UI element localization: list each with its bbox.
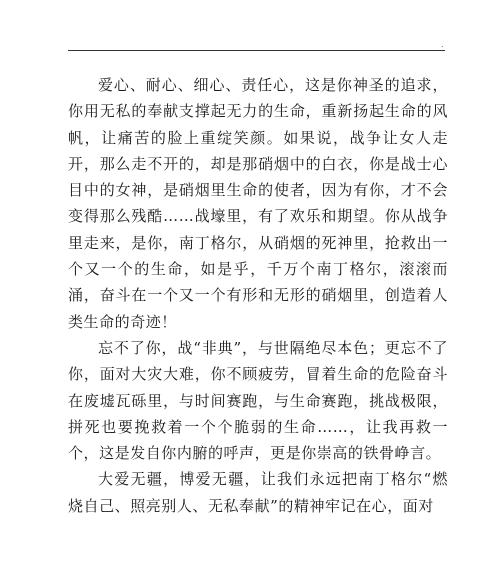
paragraph-3: 大爱无疆，博爱无疆，让我们永远把南丁格尔“燃烧自己、照亮别人、无私奉献”的精神牢记在心，面对 — [68, 470, 448, 515]
header-rule — [68, 50, 445, 51]
paragraph-1: 爱心、耐心、细心、责任心，这是你神圣的追求，你用无私的奉献支撑起无力的生命，重新扬起生命的风帆，让痛苦的脸上重绽笑颜。如果说，战争让女人走开，那么走不开的，却是那硝烟中的白衣，你是战士心目中的女神，是硝烟里生命的使者，因为有你，才不会变得那么残酷……战壕里，有了欢乐和期望。你从战争里走来，是你，南丁格尔，从硝烟的死神里，抢救出一个又一个的生命，如是乎，千万个南丁格尔，滚滚而涌，奋斗在一个又一个有形和无形的硝烟里，创造着人类生命的奇迹！ — [68, 76, 448, 331]
paragraph-2: 忘不了你，战“非典”，与世隔绝尽本色；更忘不了你，面对大灾大难，你不顾疲劳，冒着生命的危险奋斗在废墟瓦砾里，与时间赛跑，与生命赛跑，挑战极限，拼死也要挽救着一个个脆弱的生命……，让我再救一个，这是发自你内腑的呼声，更是你崇高的铁骨峥言。 — [68, 338, 448, 463]
header-mark: . — [441, 40, 444, 49]
body-text — [68, 72, 448, 519]
